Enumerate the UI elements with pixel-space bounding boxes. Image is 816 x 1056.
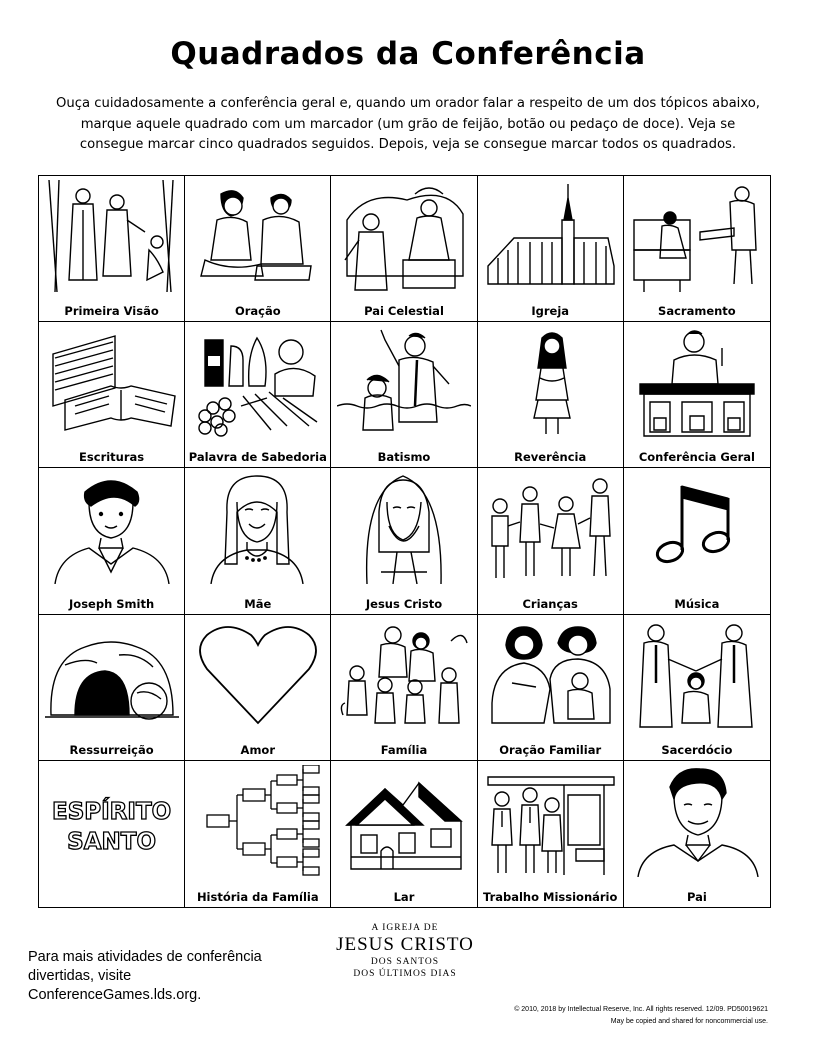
square-family[interactable] (331, 615, 477, 761)
square-label: Oração Familiar (499, 742, 602, 757)
square-label: Reverência (514, 450, 587, 465)
square-label: Pai (686, 889, 707, 904)
heart-icon (191, 619, 325, 731)
square-label: Sacramento (658, 304, 736, 319)
square-family-history[interactable] (185, 761, 331, 907)
square-priesthood[interactable] (624, 615, 770, 761)
copy-permission-note: May be copied and shared for noncommercial use. (610, 1018, 768, 1025)
square-home[interactable] (331, 761, 477, 907)
instructions-line: marque aquele quadrado com um marcador (um grão de feijão, botão ou pedaço de doce). Veja se (80, 116, 736, 132)
square-label: Família (380, 742, 428, 757)
reverence-icon (484, 326, 618, 438)
prayer-icon (191, 180, 325, 292)
holy-ghost-text (39, 797, 184, 857)
square-mother[interactable] (185, 468, 331, 614)
square-jesus-christ[interactable] (331, 468, 477, 614)
scriptures-icon (45, 326, 179, 438)
instructions-line: consegue marcar cinco quadrados seguidos. Depois, veja se consegue marcar todos os quadrados. (79, 137, 737, 152)
footer-link[interactable]: ConferenceGames.lds.org. (28, 987, 202, 1003)
instructions (40, 94, 776, 156)
square-music[interactable] (624, 468, 770, 614)
square-label: Mãe (244, 596, 272, 611)
holy-ghost-line: SANTO (67, 828, 157, 855)
church-logo-line: JESUS CRISTO (336, 934, 474, 955)
joseph-smith-icon (45, 472, 179, 584)
square-baptism[interactable] (331, 322, 477, 468)
tomb-icon (45, 619, 179, 731)
baptism-icon (337, 326, 471, 438)
square-label: Ressurreição (69, 742, 154, 757)
square-label: Escrituras (79, 450, 145, 465)
square-label: Jesus Cristo (365, 596, 443, 611)
square-love[interactable] (185, 615, 331, 761)
word-of-wisdom-icon (191, 326, 325, 438)
square-prayer[interactable] (185, 176, 331, 322)
square-label: Oração (234, 304, 281, 319)
square-label: História da Família (196, 889, 319, 904)
footer-line: Para mais atividades de conferência (28, 949, 262, 965)
square-label: Música (674, 596, 720, 611)
father-icon (630, 765, 764, 877)
priesthood-icon (630, 619, 764, 731)
family-prayer-icon (484, 619, 618, 731)
square-label: Sacerdócio (661, 742, 733, 757)
square-label: Primeira Visão (64, 304, 159, 319)
church-logo (320, 922, 490, 980)
square-scriptures[interactable] (39, 322, 185, 468)
square-label: Trabalho Missionário (482, 889, 618, 904)
church-logo-line: A IGREJA DE (371, 923, 439, 933)
mother-icon (191, 472, 325, 584)
square-sacrament[interactable] (624, 176, 770, 322)
holy-ghost-line: ESPÍRITO (51, 798, 172, 825)
instructions-line: Ouça cuidadosamente a conferência geral e, quando um orador falar a respeito de um dos tópicos abaixo, (56, 96, 760, 111)
square-reverence[interactable] (478, 322, 624, 468)
page-title: Quadrados da Conferência (170, 36, 646, 72)
square-first-vision[interactable] (39, 176, 185, 322)
square-label: Crianças (522, 596, 578, 611)
square-resurrection[interactable] (39, 615, 185, 761)
house-icon (337, 765, 471, 877)
first-vision-icon (45, 180, 179, 292)
square-heavenly-father[interactable] (331, 176, 477, 322)
square-label: Amor (240, 742, 276, 757)
square-label: Batismo (377, 450, 431, 465)
square-missionary-work[interactable] (478, 761, 624, 907)
square-father[interactable] (624, 761, 770, 907)
family-icon (337, 619, 471, 731)
square-word-of-wisdom[interactable] (185, 322, 331, 468)
church-logo-line: DOS SANTOS (370, 957, 440, 967)
square-children[interactable] (478, 468, 624, 614)
square-general-conference[interactable] (624, 322, 770, 468)
copyright-notice: © 2010, 2018 by Intellectual Reserve, Inc. All rights reserved. 12/09. PD50019621 (514, 1006, 768, 1013)
children-icon (484, 472, 618, 584)
square-holy-ghost[interactable] (39, 761, 185, 907)
square-joseph-smith[interactable] (39, 468, 185, 614)
square-label: Igreja (531, 304, 570, 319)
square-label: Lar (393, 889, 415, 904)
square-church[interactable] (478, 176, 624, 322)
footer-line: divertidas, visite (28, 968, 132, 984)
general-conference-icon (630, 326, 764, 438)
jesus-christ-icon (337, 472, 471, 584)
church-logo-line: DOS ÚLTIMOS DIAS (353, 969, 457, 979)
heavenly-father-icon (337, 180, 471, 292)
square-label: Conferência Geral (638, 450, 755, 465)
sacrament-icon (630, 180, 764, 292)
square-family-prayer[interactable] (478, 615, 624, 761)
bingo-grid (38, 175, 771, 908)
square-label: Palavra de Sabedoria (188, 450, 327, 465)
more-activities-note (28, 948, 318, 1005)
square-label: Joseph Smith (69, 596, 155, 611)
square-label: Pai Celestial (364, 304, 444, 319)
church-building-icon (484, 180, 618, 292)
missionaries-icon (484, 765, 618, 877)
music-note-icon (630, 472, 764, 584)
family-tree-icon (191, 765, 325, 877)
